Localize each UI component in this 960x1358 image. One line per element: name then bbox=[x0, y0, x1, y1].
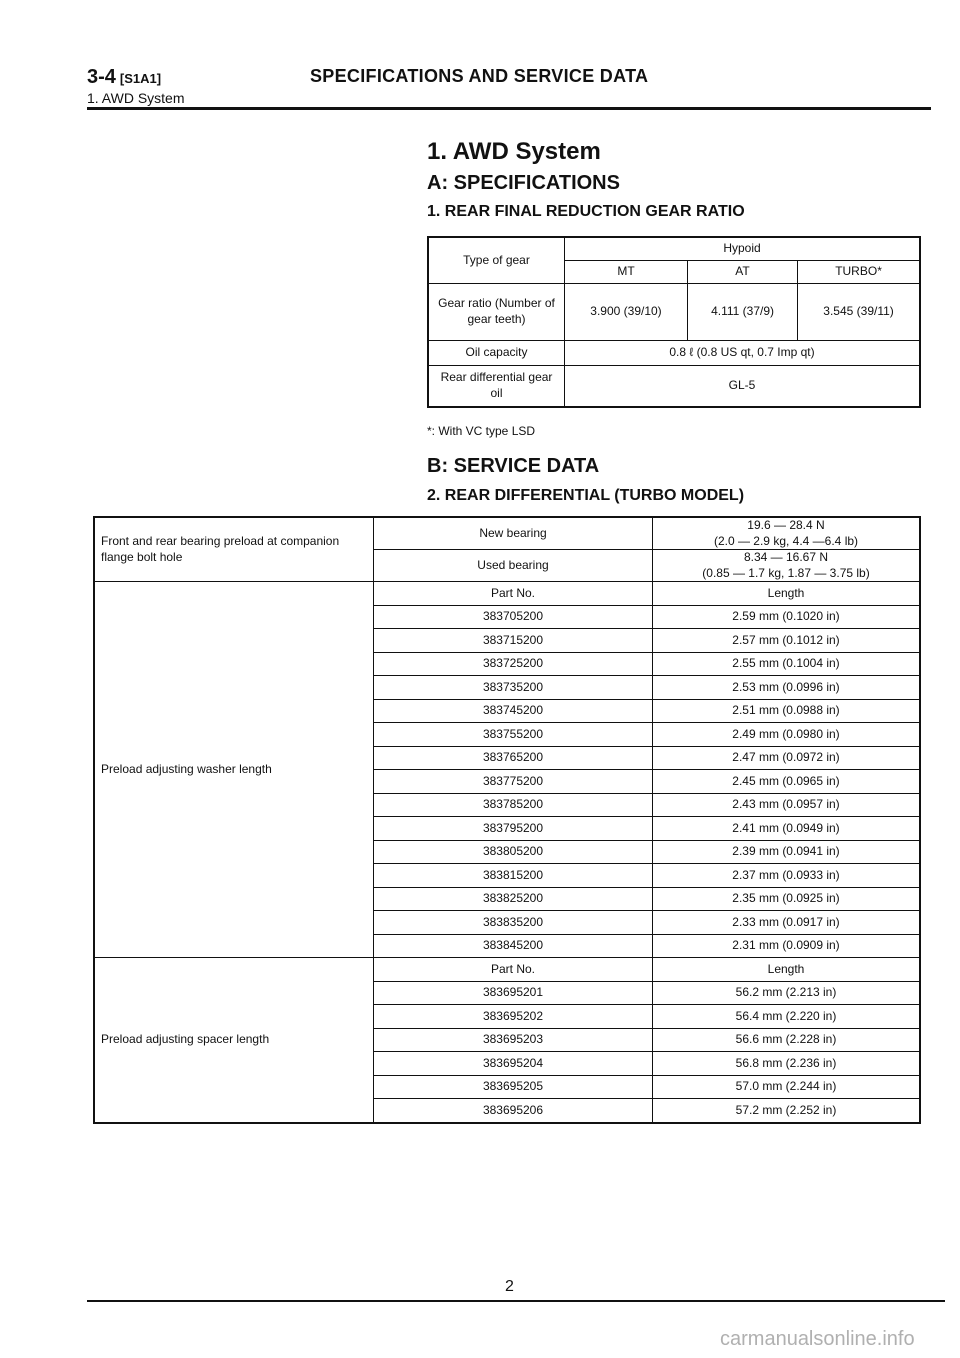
washer-part-no: 383765200 bbox=[374, 746, 653, 770]
col-mt: MT bbox=[565, 261, 688, 284]
spacer-length: 56.8 mm (2.236 in) bbox=[653, 1052, 921, 1076]
washer-length: 2.45 mm (0.0965 in) bbox=[653, 770, 921, 794]
gear-ratio-mt: 3.900 (39/10) bbox=[565, 284, 688, 341]
washer-length: 2.35 mm (0.0925 in) bbox=[653, 887, 921, 911]
spacer-length: 57.2 mm (2.252 in) bbox=[653, 1099, 921, 1123]
service-subheading: 2. REAR DIFFERENTIAL (TURBO MODEL) bbox=[427, 487, 745, 504]
washer-part-no: 383705200 bbox=[374, 605, 653, 629]
washer-length: 2.53 mm (0.0996 in) bbox=[653, 676, 921, 700]
washer-part-no: 383725200 bbox=[374, 652, 653, 676]
hypoid-cell: Hypoid bbox=[565, 237, 921, 261]
section-title: 1. AWD System bbox=[427, 138, 601, 165]
washer-length: 2.51 mm (0.0988 in) bbox=[653, 699, 921, 723]
washer-part-no: 383755200 bbox=[374, 723, 653, 747]
rear-diff-oil-value: GL-5 bbox=[565, 366, 921, 408]
gear-ratio-label: Gear ratio (Number of gear teeth) bbox=[428, 284, 565, 341]
rear-diff-oil-label: Rear differential gear oil bbox=[428, 366, 565, 408]
footnote: *: With VC type LSD bbox=[427, 424, 536, 438]
spec-subheading: 1. REAR FINAL REDUCTION GEAR RATIO bbox=[427, 203, 745, 220]
washer-col-part: Part No. bbox=[374, 582, 653, 606]
washer-col-length: Length bbox=[653, 582, 921, 606]
footer-divider bbox=[87, 1300, 945, 1302]
new-bearing-label: New bearing bbox=[374, 517, 653, 550]
spacer-label: Preload adjusting spacer length bbox=[94, 958, 374, 1123]
spacer-part-no: 383695205 bbox=[374, 1075, 653, 1099]
new-bearing-value-line1: 19.6 — 28.4 N bbox=[747, 518, 825, 532]
washer-length: 2.55 mm (0.1004 in) bbox=[653, 652, 921, 676]
header-subtitle: 1. AWD System bbox=[87, 90, 185, 106]
header-title: SPECIFICATIONS AND SERVICE DATA bbox=[310, 66, 649, 86]
oil-capacity-label: Oil capacity bbox=[428, 341, 565, 366]
new-bearing-value-line2: (2.0 — 2.9 kg, 4.4 —6.4 lb) bbox=[713, 533, 859, 548]
used-bearing-value-line1: 8.34 — 16.67 N bbox=[743, 550, 829, 565]
washer-length: 2.33 mm (0.0917 in) bbox=[653, 911, 921, 935]
gear-ratio-table bbox=[427, 236, 921, 408]
washer-part-no: 383785200 bbox=[374, 793, 653, 817]
washer-label: Preload adjusting washer length bbox=[94, 582, 374, 958]
washer-part-no: 383815200 bbox=[374, 864, 653, 888]
page-number: 2 bbox=[505, 1278, 514, 1295]
washer-length: 2.47 mm (0.0972 in) bbox=[653, 746, 921, 770]
washer-length: 2.31 mm (0.0909 in) bbox=[653, 934, 921, 958]
spacer-length: 56.6 mm (2.228 in) bbox=[653, 1028, 921, 1052]
spacer-length: 56.4 mm (2.220 in) bbox=[653, 1005, 921, 1029]
used-bearing-value bbox=[653, 550, 921, 582]
washer-length: 2.59 mm (0.1020 in) bbox=[653, 605, 921, 629]
washer-part-no: 383835200 bbox=[374, 911, 653, 935]
spacer-part-no: 383695201 bbox=[374, 981, 653, 1005]
used-bearing-label: Used bearing bbox=[374, 550, 653, 582]
spec-heading: A: SPECIFICATIONS bbox=[427, 172, 620, 194]
washer-part-no: 383735200 bbox=[374, 676, 653, 700]
spacer-col-part: Part No. bbox=[374, 958, 653, 982]
washer-header-row bbox=[94, 582, 920, 606]
col-at: AT bbox=[688, 261, 798, 284]
washer-length: 2.57 mm (0.1012 in) bbox=[653, 629, 921, 653]
spacer-part-no: 383695206 bbox=[374, 1099, 653, 1123]
header-section-code: 3-4 [S1A1] bbox=[87, 66, 162, 88]
washer-part-no: 383745200 bbox=[374, 699, 653, 723]
washer-part-no: 383805200 bbox=[374, 840, 653, 864]
washer-part-no: 383775200 bbox=[374, 770, 653, 794]
type-of-gear-label: Type of gear bbox=[428, 237, 565, 284]
oil-capacity-value: 0.8 ℓ (0.8 US qt, 0.7 Imp qt) bbox=[565, 341, 921, 366]
spacer-header-row bbox=[94, 958, 920, 982]
col-turbo: TURBO* bbox=[798, 261, 920, 284]
washer-length: 2.49 mm (0.0980 in) bbox=[653, 723, 921, 747]
spacer-length: 57.0 mm (2.244 in) bbox=[653, 1075, 921, 1099]
service-heading: B: SERVICE DATA bbox=[427, 455, 600, 477]
header-section-ref: [S1A1] bbox=[119, 71, 162, 86]
washer-part-no: 383825200 bbox=[374, 887, 653, 911]
washer-part-no: 383715200 bbox=[374, 629, 653, 653]
washer-length: 2.39 mm (0.0941 in) bbox=[653, 840, 921, 864]
spacer-length: 56.2 mm (2.213 in) bbox=[653, 981, 921, 1005]
washer-length: 2.37 mm (0.0933 in) bbox=[653, 864, 921, 888]
spacer-part-no: 383695202 bbox=[374, 1005, 653, 1029]
header-divider bbox=[87, 107, 931, 110]
new-bearing-value bbox=[653, 517, 921, 550]
spacer-part-no: 383695204 bbox=[374, 1052, 653, 1076]
washer-part-no: 383845200 bbox=[374, 934, 653, 958]
gear-ratio-turbo: 3.545 (39/11) bbox=[798, 284, 920, 341]
watermark: carmanualsonline.info bbox=[720, 1328, 915, 1350]
used-bearing-value-line2: (0.85 — 1.7 kg, 1.87 — 3.75 lb) bbox=[702, 565, 870, 580]
spacer-part-no: 383695203 bbox=[374, 1028, 653, 1052]
washer-part-no: 383795200 bbox=[374, 817, 653, 841]
washer-length: 2.41 mm (0.0949 in) bbox=[653, 817, 921, 841]
spacer-col-length: Length bbox=[653, 958, 921, 982]
washer-length: 2.43 mm (0.0957 in) bbox=[653, 793, 921, 817]
preload-label: Front and rear bearing preload at companion flange bolt hole bbox=[94, 517, 374, 582]
gear-ratio-at: 4.111 (37/9) bbox=[688, 284, 798, 341]
service-data-table bbox=[93, 516, 921, 1124]
